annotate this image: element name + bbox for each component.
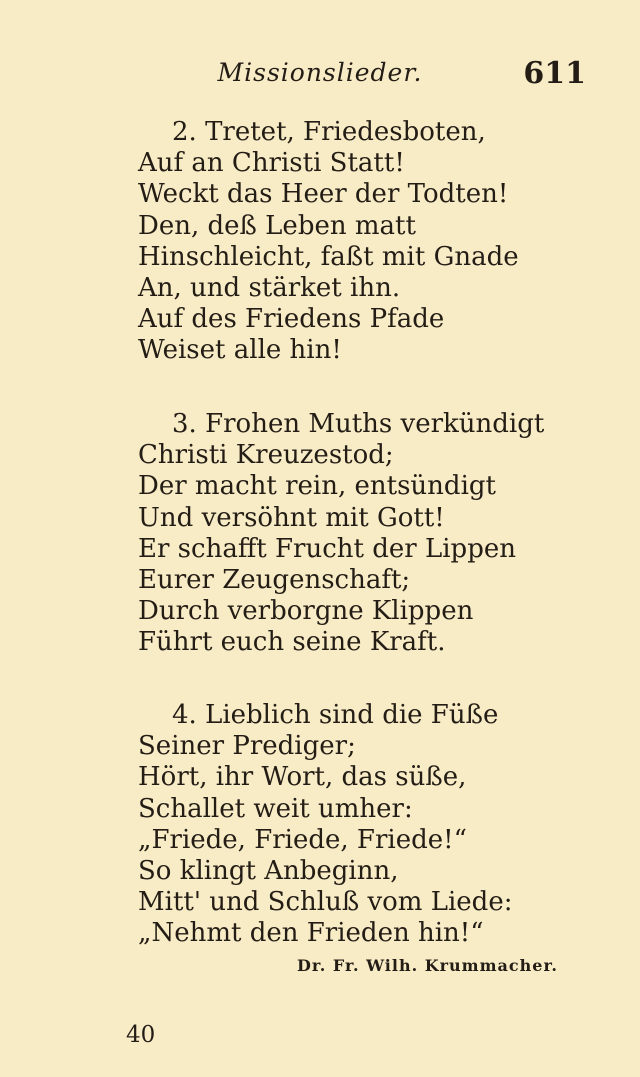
verse-line: Mitt' und Schluß vom Liede: <box>138 887 513 918</box>
verse-line: Christi Kreuzestod; <box>138 440 394 471</box>
verse-line: Eurer Zeugenschaft; <box>138 564 411 595</box>
verse-line: 4. Lieblich sind die Füße <box>172 700 499 730</box>
page-number: 611 <box>523 56 586 91</box>
verse-line: 3. Frohen Muths verkündigt <box>172 409 545 439</box>
verse-line: Hört, ihr Wort, das süße, <box>138 762 467 793</box>
verse-line: 2. Tretet, Friedesboten, <box>172 117 486 147</box>
running-header: Missionslieder. <box>217 58 423 87</box>
verse-line: Führt euch seine Kraft. <box>138 627 446 658</box>
verse-line: Und versöhnt mit Gott! <box>138 502 445 533</box>
verse-line: Hinschleicht, faßt mit Gnade <box>138 241 519 272</box>
verse-line: An, und stärket ihn. <box>138 272 401 303</box>
stanza-4 <box>138 700 608 950</box>
verse-line: Weiset alle hin! <box>138 335 342 366</box>
verse-line: Er schafft Frucht der Lippen <box>138 533 516 564</box>
verse-line: „Nehmt den Frieden hin!“ <box>138 918 484 949</box>
verse-line: Auf des Friedens Pfade <box>138 304 445 335</box>
verse-line: Weckt das Heer der Todten! <box>138 179 509 210</box>
stanza-2 <box>138 117 608 367</box>
printer-signature-mark: 40 <box>126 1022 156 1048</box>
verse-line: So klingt Anbeginn, <box>138 855 399 886</box>
verse-line: Auf an Christi Statt! <box>138 148 405 179</box>
verse-line: Den, deß Leben matt <box>138 210 416 241</box>
stanza-3 <box>138 409 608 659</box>
verse-line: „Friede, Friede, Friede!“ <box>138 824 467 855</box>
author-attribution: Dr. Fr. Wilh. Krummacher. <box>296 956 558 975</box>
verse-line: Schallet weit umher: <box>138 793 413 824</box>
verse-line: Durch verborgne Klippen <box>138 596 474 627</box>
verse-line: Der macht rein, entsündigt <box>138 471 496 502</box>
verse-line: Seiner Prediger; <box>138 731 356 762</box>
